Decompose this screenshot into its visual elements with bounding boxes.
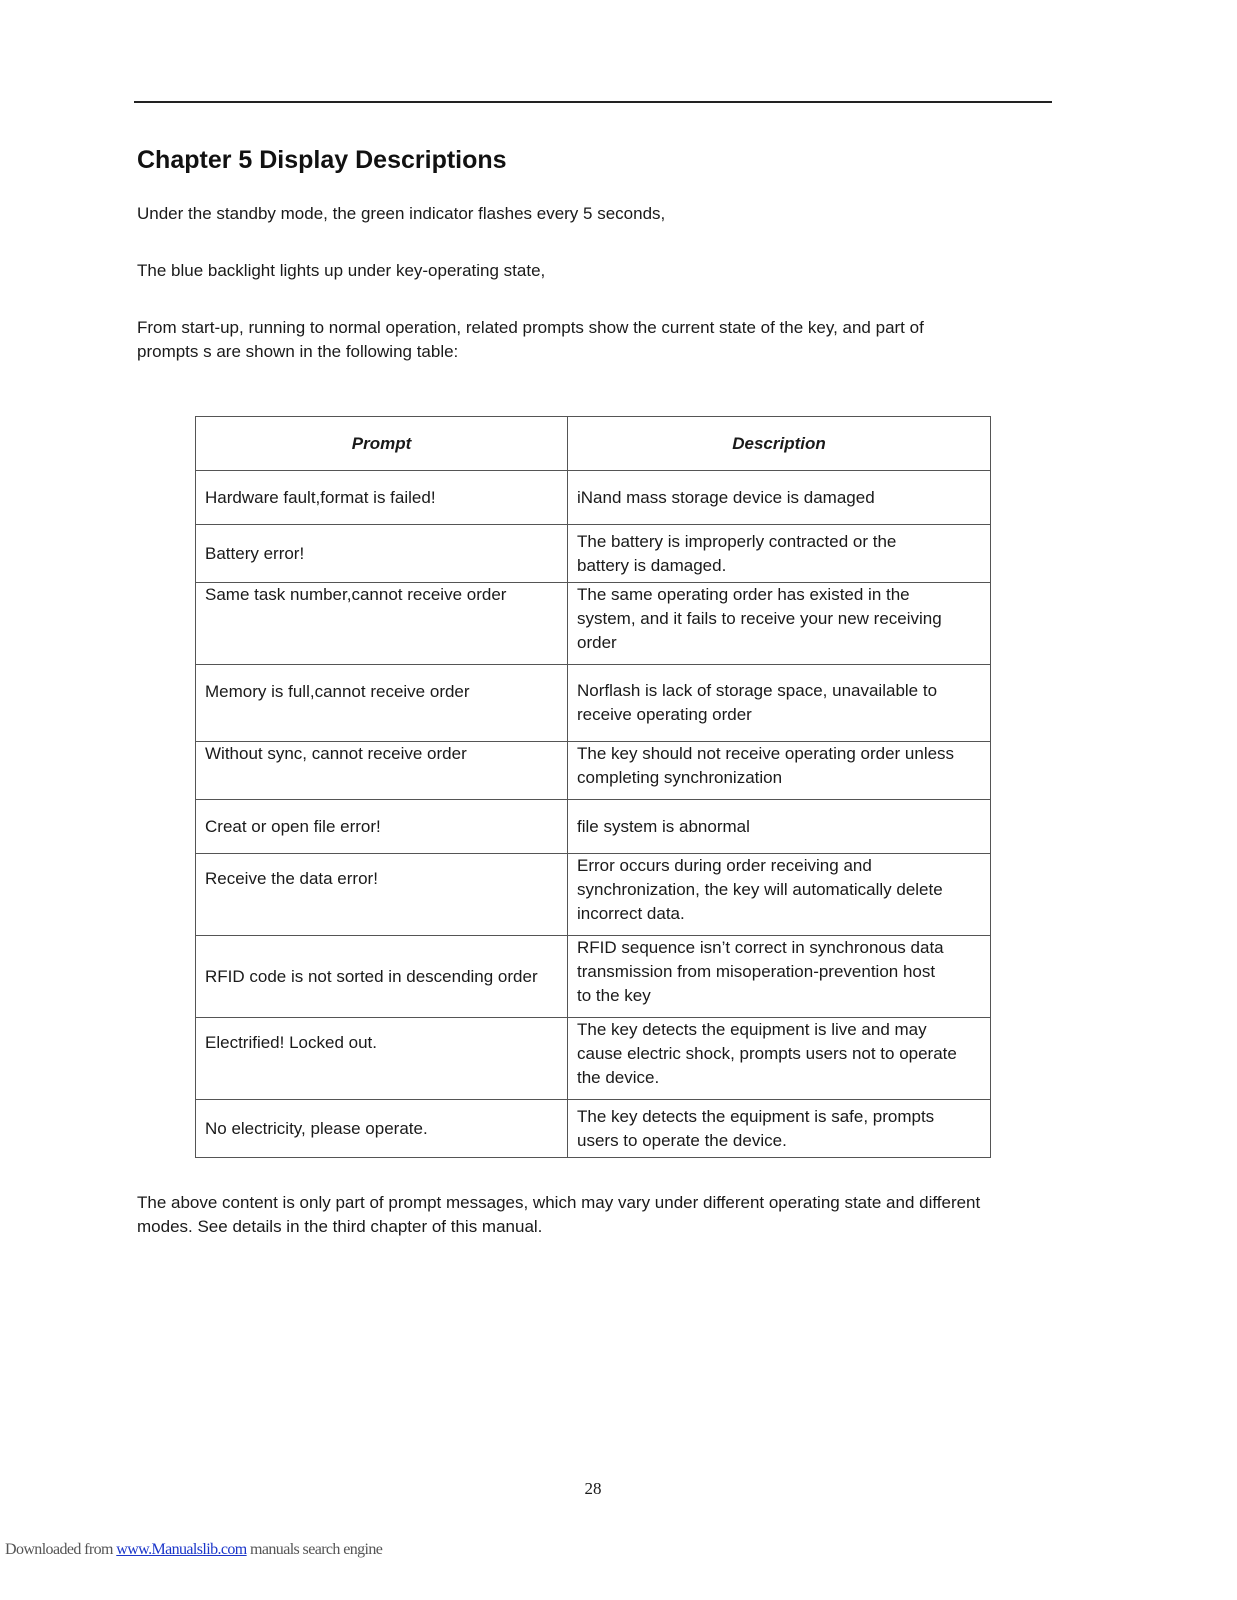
description-line: receive operating order xyxy=(577,705,752,724)
closing-paragraph-line-2: modes. See details in the third chapter of this manual. xyxy=(137,1217,543,1236)
description-line: order xyxy=(577,633,617,652)
prompt-cell: Without sync, cannot receive order xyxy=(196,742,568,800)
description-cell xyxy=(568,1100,991,1158)
description-line: synchronization, the key will automatically delete xyxy=(577,880,943,899)
page-number: 28 xyxy=(584,1479,602,1498)
table-row xyxy=(196,1018,991,1100)
description-cell xyxy=(568,936,991,1018)
table-row xyxy=(196,854,991,936)
description-line: file system is abnormal xyxy=(577,816,750,836)
description-line: system, and it fails to receive your new receiving xyxy=(577,609,942,628)
description-line: cause electric shock, prompts users not to operate xyxy=(577,1044,957,1063)
table-row xyxy=(196,665,991,742)
footer-credit xyxy=(5,1541,382,1559)
prompt-cell: Creat or open file error! xyxy=(196,800,568,854)
prompt-cell: Electrified! Locked out. xyxy=(196,1018,568,1100)
description-cell xyxy=(568,665,991,742)
description-cell xyxy=(568,525,991,583)
standby-paragraph: Under the standby mode, the green indicator flashes every 5 seconds, xyxy=(137,204,666,223)
table-row xyxy=(196,525,991,583)
description-line: battery is damaged. xyxy=(577,555,727,575)
description-line: the device. xyxy=(577,1068,660,1087)
description-line: The battery is improperly contracted or the xyxy=(577,531,897,551)
description-line: incorrect data. xyxy=(577,904,685,923)
footer-suffix: manuals search engine xyxy=(246,1541,383,1558)
header-rule xyxy=(134,101,1052,103)
table-row xyxy=(196,471,991,525)
description-line: The key detects the equipment is live and may xyxy=(577,1020,927,1039)
chapter-title: Chapter 5 Display Descriptions xyxy=(137,146,507,174)
prompt-cell: Hardware fault,format is failed! xyxy=(196,471,568,525)
description-line: The key should not receive operating order unless xyxy=(577,744,955,763)
description-line: Norflash is lack of storage space, unavailable to xyxy=(577,681,938,700)
table-row xyxy=(196,742,991,800)
closing-paragraph-line-1: The above content is only part of prompt messages, which may vary under different operating state and different xyxy=(137,1193,981,1212)
description-line: Error occurs during order receiving and xyxy=(577,856,872,875)
prompt-cell: Receive the data error! xyxy=(196,854,568,936)
prompt-cell: No electricity, please operate. xyxy=(196,1100,568,1158)
startup-paragraph-line-2: prompts s are shown in the following table: xyxy=(137,342,459,361)
description-line: The same operating order has existed in the xyxy=(577,585,910,604)
description-cell xyxy=(568,471,991,525)
header-prompt: Prompt xyxy=(196,417,568,471)
prompt-table xyxy=(195,416,991,1158)
manualslib-link[interactable]: www.Manualslib.com xyxy=(116,1541,247,1558)
startup-paragraph-line-1: From start-up, running to normal operation, related prompts show the current state of the key, and part of xyxy=(137,318,924,337)
description-cell xyxy=(568,800,991,854)
description-line: The key detects the equipment is safe, prompts xyxy=(577,1106,935,1126)
table-row xyxy=(196,1100,991,1158)
prompt-cell: Memory is full,cannot receive order xyxy=(196,665,568,742)
description-line: RFID sequence isn’t correct in synchronous data xyxy=(577,938,944,957)
description-line: to the key xyxy=(577,986,651,1005)
description-cell xyxy=(568,742,991,800)
backlight-paragraph: The blue backlight lights up under key-operating state, xyxy=(137,261,546,280)
prompt-cell: Same task number,cannot receive order xyxy=(196,583,568,665)
description-cell xyxy=(568,854,991,936)
table-header-row xyxy=(196,417,991,471)
prompt-cell: Battery error! xyxy=(196,525,568,583)
footer-prefix: Downloaded from xyxy=(5,1541,117,1558)
description-cell xyxy=(568,583,991,665)
table-row xyxy=(196,936,991,1018)
description-line: completing synchronization xyxy=(577,768,783,787)
description-line: users to operate the device. xyxy=(577,1130,787,1150)
startup-paragraph xyxy=(137,316,1037,364)
table-row xyxy=(196,800,991,854)
header-description: Description xyxy=(568,417,991,471)
prompt-cell: RFID code is not sorted in descending order xyxy=(196,936,568,1018)
description-line: iNand mass storage device is damaged xyxy=(577,487,875,507)
description-line: transmission from misoperation-prevention host xyxy=(577,962,936,981)
table-row xyxy=(196,583,991,665)
closing-paragraph xyxy=(137,1191,1077,1239)
description-cell xyxy=(568,1018,991,1100)
